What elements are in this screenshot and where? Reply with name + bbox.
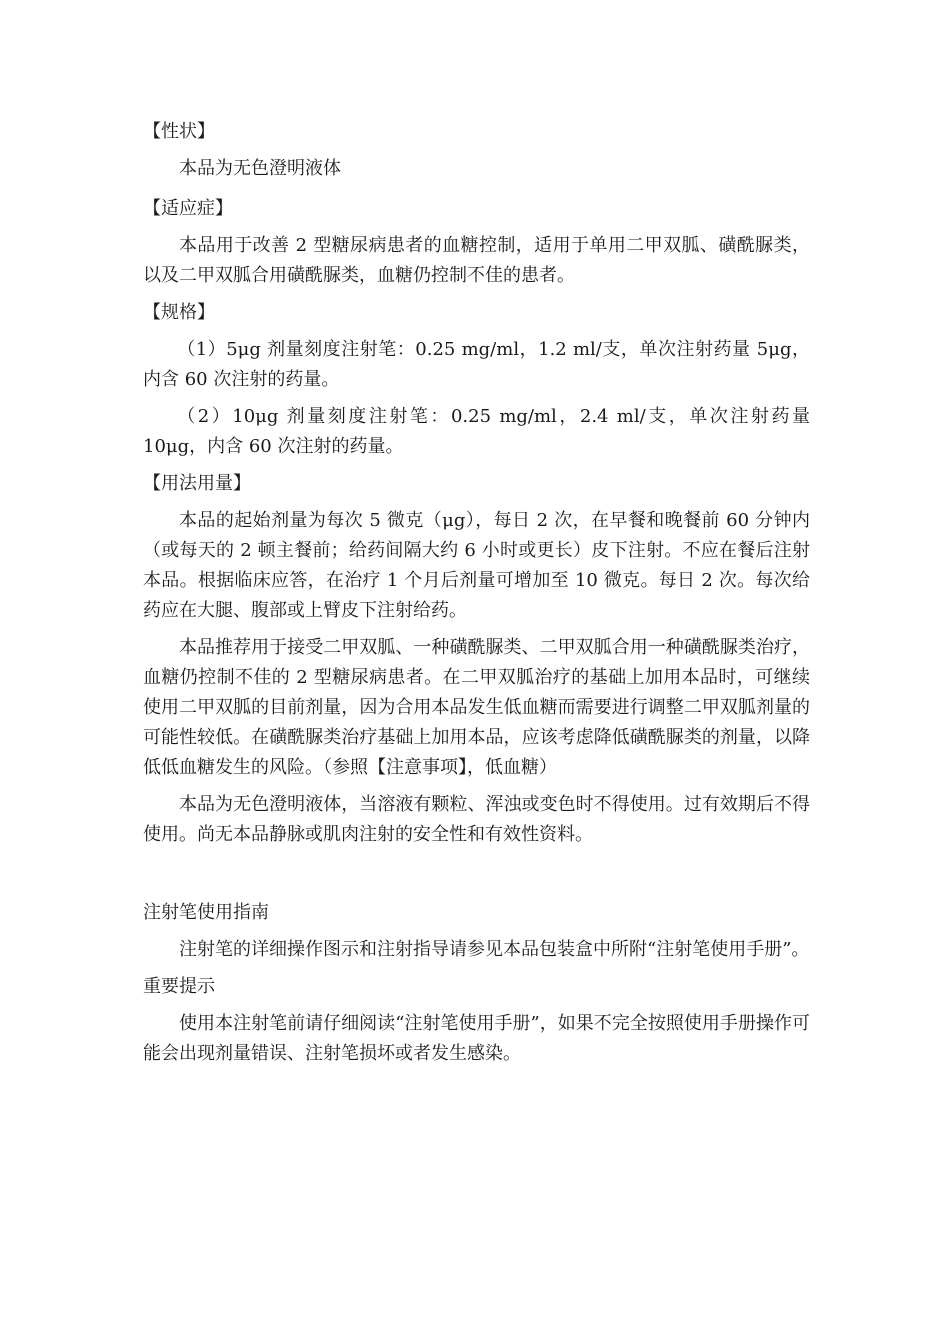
- heading-specifications: 【规格】: [143, 302, 215, 323]
- heading-dosage: 【用法用量】: [143, 473, 251, 494]
- indications-text: 本品用于改善 2 型糖尿病患者的血糖控制，适用于单用二甲双胍、磺酰脲类，以及二甲双胍合用磺酰脲类，血糖仍控制不佳的患者。: [143, 235, 810, 286]
- heading-indications: 【适应症】: [143, 198, 233, 219]
- heading-appearance: 【性状】: [143, 121, 215, 142]
- appearance-text: 本品为无色澄明液体: [179, 158, 341, 179]
- pen-guide-text: 注射笔的详细操作图示和注射指导请参见本品包装盒中所附“注射笔使用手册”。: [179, 939, 810, 960]
- document-body: [143, 117, 810, 1076]
- dosage-paragraph-3: 本品为无色澄明液体，当溶液有颗粒、浑浊或变色时不得使用。过有效期后不得使用。尚无本品静脉或肌肉注射的安全性和有效性资料。: [143, 794, 810, 845]
- important-title: 重要提示: [143, 976, 215, 997]
- dosage-paragraph-2: 本品推荐用于接受二甲双胍、一种磺酰脲类、二甲双胍合用一种磺酰脲类治疗，血糖仍控制不佳的 2 型糖尿病患者。在二甲双胍治疗的基础上加用本品时，可继续使用二甲双胍的目前剂量，因为合用本品发生低血糖而需要进行调整二甲双胍剂量的可能性较低。在磺酰脲类治疗基础上加用本品，应该考虑降低磺酰脲类的剂量，以降低低血糖发生的风险。（参照【注意事项】，低血糖）: [143, 637, 810, 778]
- specification-item-2: （2）10μg 剂量刻度注射笔：0.25 mg/ml，2.4 ml/支，单次注射药量 10μg，内含 60 次注射的药量。: [143, 406, 810, 457]
- pen-guide-title: 注射笔使用指南: [143, 902, 269, 923]
- section-spacer: [143, 857, 810, 898]
- important-text: 使用本注射笔前请仔细阅读“注射笔使用手册”，如果不完全按照使用手册操作可能会出现剂量错误、注射笔损坏或者发生感染。: [143, 1013, 810, 1064]
- specification-item-1: （1）5μg 剂量刻度注射笔：0.25 mg/ml，1.2 ml/支，单次注射药量 5μg，内含 60 次注射的药量。: [143, 339, 810, 390]
- dosage-paragraph-1: 本品的起始剂量为每次 5 微克（μg），每日 2 次，在早餐和晚餐前 60 分钟内（或每天的 2 顿主餐前；给药间隔大约 6 小时或更长）皮下注射。不应在餐后注射本品。根据临床应答，在治疗 1 个月后剂量可增加至 10 微克。每日 2 次。每次给药应在大腿、腹部或上臂皮下注射给药。: [143, 510, 810, 621]
